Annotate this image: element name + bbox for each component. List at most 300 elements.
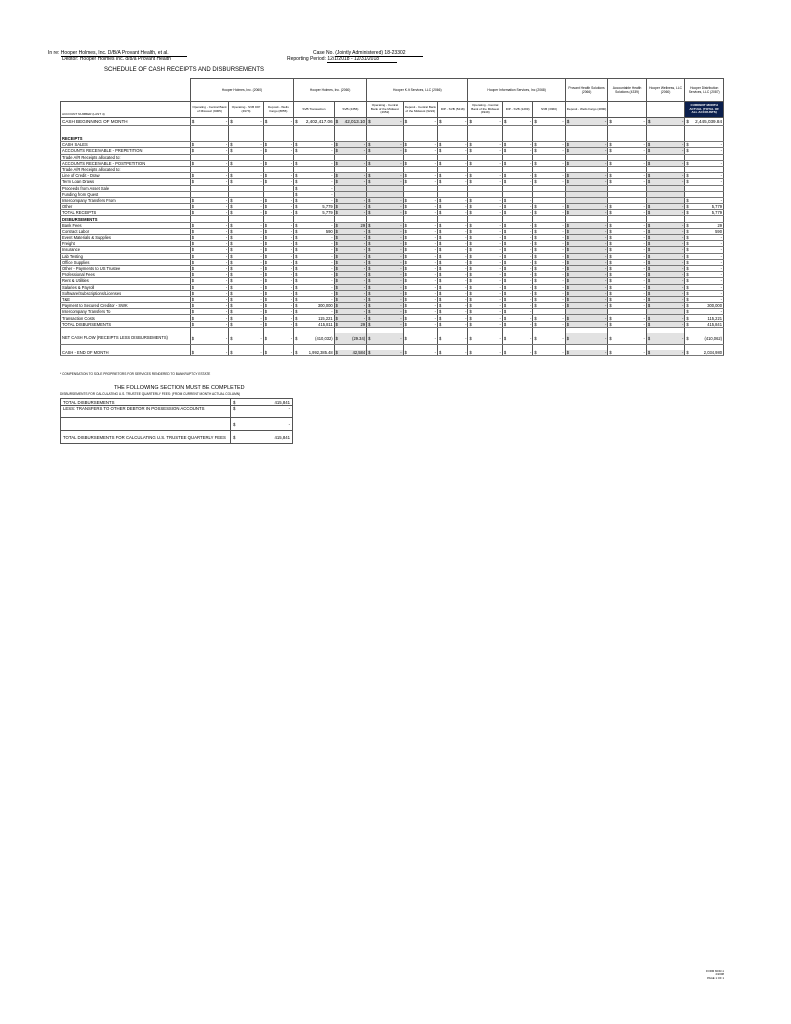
dollar-sign: $ <box>503 247 507 253</box>
dollar-sign: $ <box>566 266 570 272</box>
amount-value: - <box>260 253 262 259</box>
dollar-sign: $ <box>534 210 537 216</box>
amount-value: - <box>434 284 437 290</box>
dollar-sign: $ <box>566 290 570 296</box>
amount-value: - <box>499 303 501 309</box>
dollar-sign: $ <box>404 266 407 272</box>
dollar-sign: $ <box>469 321 472 327</box>
debtor-line <box>62 56 171 62</box>
amount-value: - <box>225 303 228 309</box>
amount-value: - <box>499 309 501 315</box>
dollar-sign: $ <box>439 290 442 296</box>
dollar-sign: $ <box>191 148 195 154</box>
quarterly-row: TOTAL DISBURSEMENTS FOR CALCULATING U.S. TRUSTEE QUARTERLY FEES $ 415,841 <box>61 431 293 444</box>
amount-value: - <box>363 266 366 272</box>
dollar-sign: $ <box>609 119 612 124</box>
dollar-sign: $ <box>469 266 472 272</box>
dollar-sign: $ <box>439 228 442 234</box>
dollar-sign: $ <box>404 272 407 278</box>
amount-value: - <box>643 284 645 290</box>
dollar-sign: $ <box>264 335 267 341</box>
amount-value: - <box>529 315 532 321</box>
dollar-sign: $ <box>534 228 537 234</box>
amount-value: - <box>562 290 564 296</box>
quarterly-value: - <box>241 406 293 418</box>
dollar-sign: $ <box>439 241 442 247</box>
dollar-sign: $ <box>368 259 371 265</box>
dollar-sign: $ <box>295 119 298 124</box>
amount-value: - <box>643 241 645 247</box>
dollar-sign: $ <box>686 259 689 265</box>
amount-value: 29 <box>360 321 366 327</box>
dollar-sign: $ <box>335 296 338 302</box>
dollar-sign: $ <box>566 272 570 278</box>
amount-value: - <box>331 296 333 302</box>
amount-value: - <box>400 197 402 203</box>
entity-header-row <box>61 79 724 102</box>
amount-value: - <box>225 197 228 203</box>
dollar-sign: $ <box>295 335 298 341</box>
amount-value: - <box>681 284 684 290</box>
dollar-sign: $ <box>469 173 472 179</box>
amount-value: - <box>499 290 501 296</box>
dollar-sign: $ <box>566 148 570 154</box>
dollar-sign: $ <box>686 290 689 296</box>
dollar-sign: $ <box>191 272 195 278</box>
dollar-sign: $ <box>439 296 442 302</box>
dollar-sign: $ <box>335 272 338 278</box>
amount-value: - <box>363 253 366 259</box>
dollar-sign: $ <box>503 142 507 148</box>
entity-header: Hooper Wellness, LLC (2060) <box>646 79 685 102</box>
dollar-sign: $ <box>686 241 689 247</box>
amount-value: - <box>604 142 607 148</box>
row-label: Intercompany Transfers From <box>61 197 191 203</box>
amount-value: - <box>400 204 402 210</box>
dollar-sign: $ <box>439 179 442 185</box>
quarterly-value: 415,841 <box>241 399 293 406</box>
row-label: Freight <box>61 241 191 247</box>
dollar-sign: $ <box>368 278 371 284</box>
amount-value: - <box>434 266 437 272</box>
dollar-sign: $ <box>439 321 442 327</box>
amount-value: - <box>363 235 366 241</box>
dollar-sign: $ <box>686 272 689 278</box>
amount-cell <box>263 333 293 345</box>
row-label: ACCOUNTS RECEIVABLE - PREPETITION <box>61 148 191 154</box>
amount-value: - <box>363 204 366 210</box>
dollar-sign: $ <box>647 119 651 124</box>
dollar-sign: $ <box>503 278 507 284</box>
dollar-sign: $ <box>335 253 338 259</box>
dollar-sign: $ <box>686 204 689 210</box>
amount-value: 2,034,980 <box>703 349 722 355</box>
amount-value: - <box>499 335 501 341</box>
dollar-sign: $ <box>647 210 651 216</box>
dollar-sign: $ <box>686 284 689 290</box>
amount-value: - <box>720 253 722 259</box>
amount-value: - <box>434 253 437 259</box>
dollar-sign: $ <box>503 303 507 309</box>
row-label: ACCOUNTS RECEIVABLE - POSTPETITION <box>61 160 191 166</box>
dollar-sign: $ <box>404 222 407 228</box>
dollar-sign: $ <box>686 349 689 355</box>
dollar-sign: $ <box>534 235 537 241</box>
dollar-sign: $ <box>191 290 195 296</box>
amount-value: - <box>562 247 564 253</box>
dollar-sign: $ <box>295 247 298 253</box>
amount-value: - <box>434 272 437 278</box>
dollar-sign: $ <box>534 119 537 124</box>
amount-value: - <box>331 148 333 154</box>
amount-value: - <box>290 119 293 124</box>
dollar-sign: $ <box>368 241 371 247</box>
amount-value: - <box>290 247 293 253</box>
amount-value: - <box>465 210 467 216</box>
amount-value: - <box>400 303 402 309</box>
amount-cell <box>367 333 403 345</box>
amount-value: - <box>400 210 402 216</box>
dollar-sign: $ <box>295 241 298 247</box>
amount-value: - <box>604 284 607 290</box>
amount-value: - <box>225 266 228 272</box>
row-label: NET CASH FLOW (RECEIPTS LESS DISBURSEMENTS) <box>61 333 191 345</box>
amount-value: - <box>363 173 366 179</box>
row-label: Funding from Quest <box>61 191 191 197</box>
dollar-sign: $ <box>264 160 267 166</box>
amount-value: - <box>562 335 564 341</box>
amount-value: - <box>400 119 402 124</box>
row-label: Trade A/R Receipts allocated to: <box>61 166 191 172</box>
dollar-sign: $ <box>686 335 689 341</box>
dollar-sign: $ <box>469 272 472 278</box>
amount-cell <box>685 118 724 126</box>
dollar-sign: $ <box>503 241 507 247</box>
amount-value: - <box>363 160 366 166</box>
account-header-row <box>61 102 724 118</box>
dollar-sign: $ <box>368 315 371 321</box>
dollar-sign: $ <box>230 241 233 247</box>
dollar-sign: $ <box>609 315 612 321</box>
amount-value: - <box>434 160 437 166</box>
dollar-sign: $ <box>609 160 612 166</box>
dollar-sign: $ <box>609 179 612 185</box>
dollar-sign: $ <box>439 210 442 216</box>
amount-value: - <box>562 241 564 247</box>
amount-value: - <box>643 259 645 265</box>
amount-value: 5,779 <box>711 204 722 210</box>
account-number-label: ACCOUNT NUMBER (LAST 4) <box>61 102 191 118</box>
dollar-sign: $ <box>686 266 689 272</box>
amount-value: - <box>400 278 402 284</box>
amount-value: - <box>290 148 293 154</box>
dollar-sign: $ <box>230 204 233 210</box>
amount-value: - <box>465 148 467 154</box>
quarterly-label: TOTAL DISBURSEMENTS <box>61 399 231 406</box>
dollar-sign: $ <box>368 247 371 253</box>
dollar-sign: $ <box>295 296 298 302</box>
amount-value: - <box>681 148 684 154</box>
amount-value: - <box>681 253 684 259</box>
dollar-sign: $ <box>686 210 689 216</box>
amount-value: - <box>363 142 366 148</box>
amount-cell <box>403 350 437 356</box>
amount-value: - <box>643 296 645 302</box>
amount-value: - <box>260 173 262 179</box>
dollar-sign: $ <box>469 148 472 154</box>
amount-value: - <box>529 266 532 272</box>
dollar-sign: $ <box>264 259 267 265</box>
dollar-sign: $ <box>566 142 570 148</box>
dollar-sign: $ <box>439 173 442 179</box>
dollar-sign: $ <box>230 321 233 327</box>
amount-value: - <box>681 210 684 216</box>
amount-value: - <box>681 247 684 253</box>
dollar-sign: $ <box>609 272 612 278</box>
amount-value: - <box>562 119 564 124</box>
dollar-sign: $ <box>264 179 267 185</box>
amount-value: - <box>529 284 532 290</box>
dollar-sign: $ <box>686 235 689 241</box>
amount-value: - <box>464 119 467 124</box>
amount-value: - <box>604 315 607 321</box>
dollar-sign: $ <box>503 272 507 278</box>
amount-value: - <box>225 296 228 302</box>
dollar-sign: $ <box>439 303 442 309</box>
dollar-sign: $ <box>295 309 298 315</box>
dollar-sign: $ <box>264 296 267 302</box>
dollar-sign: $ <box>503 266 507 272</box>
dollar-sign: $ <box>264 309 267 315</box>
amount-value: - <box>529 303 532 309</box>
amount-value: - <box>720 272 722 278</box>
amount-cell <box>533 333 565 345</box>
amount-value: 2,402,417.06 <box>305 119 333 124</box>
dollar-sign: $ <box>191 235 195 241</box>
row-label: Proceeds from Asset Sale <box>61 185 191 191</box>
amount-value: - <box>260 119 262 124</box>
amount-value: - <box>290 241 293 247</box>
amount-value: - <box>434 247 437 253</box>
amount-value: - <box>331 284 333 290</box>
dollar-sign: $ <box>469 253 472 259</box>
amount-value: - <box>363 179 366 185</box>
dollar-sign: $ <box>264 253 267 259</box>
amount-value: - <box>331 266 333 272</box>
dollar-sign: $ <box>295 303 298 309</box>
quarterly-fee-table <box>60 398 293 444</box>
dollar-sign: $ <box>230 222 233 228</box>
dollar-sign: $ <box>503 160 507 166</box>
amount-value: - <box>499 160 501 166</box>
amount-cell <box>646 350 685 356</box>
dollar-sign: $ <box>503 119 507 124</box>
dollar-sign: $ <box>609 303 612 309</box>
amount-value: - <box>643 290 645 296</box>
dollar-sign: $ <box>439 253 442 259</box>
amount-value: - <box>529 247 532 253</box>
amount-value: - <box>400 179 402 185</box>
dollar-sign: $ <box>368 309 371 315</box>
dollar-sign: $ <box>191 119 195 124</box>
dollar-sign: $ <box>295 315 298 321</box>
amount-value: - <box>260 259 262 265</box>
dollar-sign: $ <box>230 335 233 341</box>
amount-value: - <box>720 296 722 302</box>
dollar-sign: $ <box>295 321 298 327</box>
amount-value: - <box>604 148 607 154</box>
amount-value: - <box>465 303 467 309</box>
dollar-sign: $ <box>264 228 267 234</box>
case-no-label: Case No. <box>313 50 334 56</box>
dollar-sign: $ <box>335 284 338 290</box>
amount-value: - <box>363 148 366 154</box>
amount-value: - <box>604 278 607 284</box>
amount-value: - <box>290 235 293 241</box>
dollar-sign: $ <box>295 290 298 296</box>
dollar-sign: $ <box>647 235 651 241</box>
dollar-sign: $ <box>469 290 472 296</box>
account-header: Deposit - Central Bank of the Midwest (9224) <box>403 102 437 118</box>
amount-value: - <box>434 119 437 124</box>
amount-value: - <box>434 148 437 154</box>
dollar-sign: $ <box>566 119 570 124</box>
dollar-sign: $ <box>335 278 338 284</box>
dollar-sign: $ <box>404 142 407 148</box>
amount-value: - <box>529 335 532 341</box>
dollar-sign: $ <box>404 160 407 166</box>
dollar-sign: $ <box>368 349 371 355</box>
dollar-sign: $ <box>503 290 507 296</box>
cash-schedule-table <box>60 78 724 356</box>
dollar-sign: $ <box>404 241 407 247</box>
amount-value: - <box>562 160 564 166</box>
amount-value: - <box>604 349 607 355</box>
amount-value: - <box>604 222 607 228</box>
dollar-sign: $ <box>404 303 407 309</box>
dollar-sign: $ <box>534 247 537 253</box>
row-label: Lab Testing <box>61 253 191 259</box>
amount-value: - <box>290 349 293 355</box>
amount-value: - <box>331 142 333 148</box>
row-label: Rent & Utilities <box>61 278 191 284</box>
amount-value: - <box>331 241 333 247</box>
amount-value: - <box>562 296 564 302</box>
dollar-sign: $ <box>295 259 298 265</box>
amount-value: - <box>465 309 467 315</box>
dollar-sign: $ <box>335 179 338 185</box>
amount-value: 29 <box>717 222 722 228</box>
amount-value: - <box>225 247 228 253</box>
amount-value: - <box>720 290 722 296</box>
amount-value: - <box>331 185 333 191</box>
amount-value: - <box>681 228 684 234</box>
quarterly-section-title: THE FOLLOWING SECTION MUST BE COMPLETED <box>114 385 245 391</box>
amount-value: - <box>562 204 564 210</box>
amount-value: - <box>604 235 607 241</box>
dollar-sign: $ <box>404 197 407 203</box>
dollar-sign: $ <box>295 142 298 148</box>
dollar-sign: $ <box>264 241 267 247</box>
amount-cell <box>438 350 468 356</box>
dollar-sign: $ <box>534 278 537 284</box>
amount-value: - <box>529 278 532 284</box>
row-label: DISBURSEMENTS <box>61 216 191 222</box>
amount-value: - <box>499 296 501 302</box>
amount-value: - <box>465 315 467 321</box>
amount-value: - <box>643 210 645 216</box>
dollar-sign: $ <box>686 119 689 124</box>
amount-value: - <box>400 173 402 179</box>
reporting-period-value: 12/1/2018 - 12/31/2018 <box>327 56 397 63</box>
amount-value: - <box>400 272 402 278</box>
amount-value: - <box>604 266 607 272</box>
amount-value: - <box>225 284 228 290</box>
amount-value: - <box>465 235 467 241</box>
amount-value: - <box>225 160 228 166</box>
amount-value: - <box>363 315 366 321</box>
dollar-sign: $ <box>534 290 537 296</box>
amount-value: - <box>562 142 564 148</box>
dollar-sign: $ <box>191 247 195 253</box>
dollar-sign: $ <box>503 315 507 321</box>
amount-value: - <box>225 321 228 327</box>
quarterly-row: LESS: TRANSFERS TO OTHER DEBTOR IN POSSESSION ACCOUNTS $ - <box>61 406 293 418</box>
dollar-sign: $ <box>335 210 338 216</box>
dollar-sign: $ <box>534 259 537 265</box>
dollar-sign: $ <box>368 179 371 185</box>
amount-value: - <box>225 335 228 341</box>
amount-value: - <box>720 241 722 247</box>
amount-value: - <box>562 321 564 327</box>
amount-value: - <box>290 173 293 179</box>
amount-cell <box>229 350 263 356</box>
dollar-sign: $ <box>191 266 195 272</box>
amount-value: - <box>529 259 532 265</box>
dollar-sign: $ <box>264 266 267 272</box>
dollar-sign: $ <box>368 228 371 234</box>
row-label: Term Loan Draws <box>61 179 191 185</box>
amount-value: - <box>499 321 501 327</box>
amount-value: - <box>290 253 293 259</box>
amount-value: - <box>499 315 501 321</box>
amount-value: - <box>434 228 437 234</box>
amount-value: - <box>331 290 333 296</box>
amount-cell <box>565 118 608 126</box>
dollar-sign: $ <box>469 142 472 148</box>
amount-value: - <box>260 210 262 216</box>
dollar-sign: $ <box>469 235 472 241</box>
amount-cell <box>438 333 468 345</box>
dollar-sign: $ <box>566 315 570 321</box>
dollar-sign: $ <box>503 228 507 234</box>
row-label: CASH SALES <box>61 142 191 148</box>
amount-value: - <box>331 160 333 166</box>
amount-value: 300,000 <box>317 303 333 309</box>
dollar-sign: $ <box>335 259 338 265</box>
amount-value: - <box>363 290 366 296</box>
dollar-sign: $ <box>534 253 537 259</box>
dollar-sign: $ <box>368 253 371 259</box>
amount-cell <box>646 118 685 126</box>
dollar-sign: $ <box>647 290 651 296</box>
dollar-sign: $ <box>439 284 442 290</box>
amount-value: - <box>529 253 532 259</box>
dollar-sign: $ <box>469 335 472 341</box>
amount-value: - <box>400 160 402 166</box>
amount-value: - <box>290 204 293 210</box>
amount-cell <box>334 350 366 356</box>
